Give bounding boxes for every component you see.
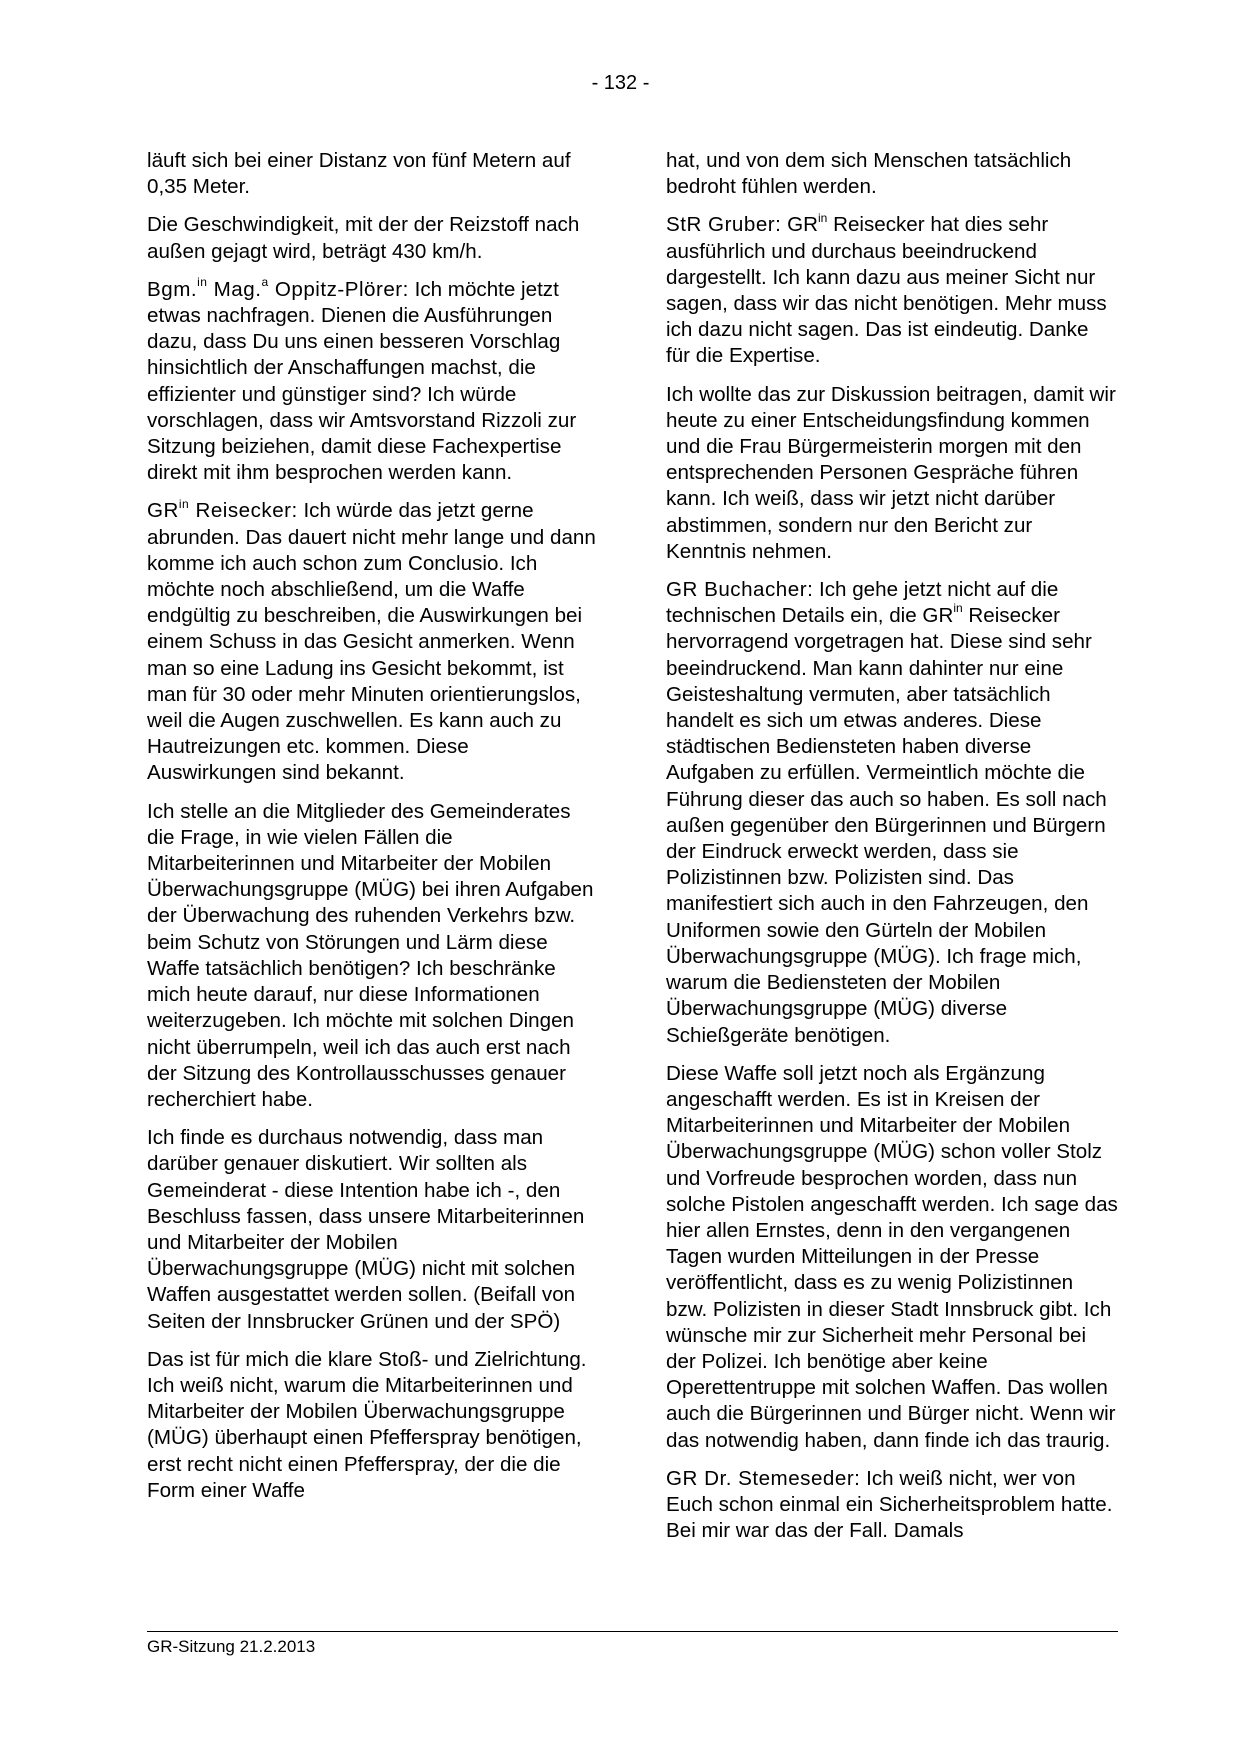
speaker-name: StR Gruber: — [666, 213, 782, 237]
right-column — [666, 148, 1118, 1556]
footer-divider — [147, 1631, 1118, 1632]
speaker-name: GR Dr. Stemeseder: — [666, 1466, 861, 1490]
paragraph — [147, 274, 597, 487]
speaker-name: $GR^{in}$ Reisecker: — [147, 496, 298, 523]
speech-text: Ich weiß nicht, wer von Euch schon einmal ein Sicherheitsproblem hatte. Bei mir war das der Fall. Damals — [666, 1466, 1113, 1543]
paragraph: Ich stelle an die Mitglieder des Gemeinderates die Frage, in wie vielen Fällen die Mitarbeiterinnen und Mitarbeiter der Mobilen Überwachungsgruppe (MÜG) bei ihren Aufgaben der Überwachung des ruhenden Verkehrs bzw. beim Schutz von Störungen und Lärm diese Waffe tatsächlich benötigen? Ich beschränke mich heute darauf, nur diese Informationen weiterzugeben. Ich möchte mit solchen Dingen nicht überrumpeln, weil ich das auch erst nach der Sitzung des Kontrollausschusses genauer recherchiert habe. — [147, 799, 594, 1111]
paragraph: Die Geschwindigkeit, mit der der Reizstoff nach außen gejagt wird, beträgt 430 km/h. — [147, 213, 580, 263]
paragraph: läuft sich bei einer Distanz von fünf Metern auf 0,35 Meter. — [147, 149, 571, 199]
paragraph: Ich finde es durchaus notwendig, dass man darüber genauer diskutiert. Wir sollten als Gemeinderat - diese Intention habe ich -, den Beschluss fassen, dass unsere Mitarbeiterinnen und Mitarbeiter der Mobilen Überwachungsgruppe (MÜG) nicht mit solchen Waffen ausgestattet werden sollen. (Beifall von Seiten der Innsbrucker Grünen und der SPÖ) — [147, 1126, 585, 1333]
paragraph: GR Buchacher: Ich gehe jetzt nicht auf die technischen Details ein, die $GR^{in}$ Reisecker hervorragend vorgetragen hat. Diese sind sehr beeindruckend. Man kann dahinter nur eine Geisteshaltung vermuten, aber tatsächlich handelt es sich um etwas anderes. Diese städtischen Bediensteten haben diverse Aufgaben zu erfüllen. Vermeintlich möchte die Führung dieser das auch so haben. Es soll nach außen gegenüber den Bürgerinnen und Bürgern der Eindruck erweckt werden, dass sie Polizistinnen bzw. Polizisten sind. Das manifestiert sich auch in den Fahrzeugen, den Uniformen sowie den Gürteln der Mobilen Überwachungsgruppe (MÜG). Ich frage mich, warum die Bediensteten der Mobilen Überwachungsgruppe (MÜG) diverse Schießgeräte benötigen. — [666, 578, 1107, 1047]
speech-text: Ich würde das jetzt gerne abrunden. Das dauert nicht mehr lange und dann komme ich auch schon zum Conclusio. Ich möchte noch abschließend, um die Waffe endgültig zu beschreiben, die Auswirkungen bei einem Schuss in das Gesicht anmerken. Wenn man so eine Ladung ins Gesicht bekommt, ist man für 30 oder mehr Minuten orientierungslos, weil die Augen zuschwellen. Es kann auch zu Hautreizungen etc. kommen. Diese Auswirkungen sind bekannt. — [147, 499, 596, 785]
paragraph — [666, 1466, 1118, 1545]
footer-text: GR-Sitzung 21.2.2013 — [147, 1637, 316, 1656]
speech-text: Ich möchte jetzt etwas nachfragen. Dienen die Ausführungen dazu, dass Du uns einen besseren Vorschlag hinsichtlich der Anschaffungen machst, die effizienter und günstiger sind? Ich würde vorschlagen, dass wir Amtsvorstand Rizzoli zur Sitzung beiziehen, damit diese Fachexpertise direkt mit ihm besprochen werden kann. — [147, 277, 577, 485]
paragraph: Diese Waffe soll jetzt noch als Ergänzung angeschafft werden. Es ist in Kreisen der Mitarbeiterinnen und Mitarbeiter der Mobilen Überwachungsgruppe (MÜG) schon voller Stolz und Vorfreude besprochen worden, dass nun solche Pistolen angeschafft werden. Ich sage das hier allen Ernstes, denn in den vergangenen Tagen wurden Mitteilungen in der Presse veröffentlicht, dass es zu wenig Polizistinnen bzw. Polizisten in dieser Stadt Innsbruck gibt. Ich wünsche mir zur Sicherheit mehr Personal bei der Polizei. Ich benötige aber keine Operettentruppe mit solchen Waffen. Das wollen auch die Bürgerinnen und Bürger nicht. Wenn wir das notwendig haben, dann finde ich das traurig. — [666, 1061, 1118, 1452]
paragraph: hat, und von dem sich Menschen tatsächlich bedroht fühlen werden. — [666, 149, 1072, 199]
left-column — [147, 148, 597, 1516]
paragraph: Ich wollte das zur Diskussion beitragen, damit wir heute zu einer Entscheidungsfindung kommen und die Frau Bürgermeisterin morgen mit den entsprechenden Personen Gespräche führen kann. Ich weiß, dass wir jetzt nicht darüber abstimmen, sondern nur den Bericht zur Kenntnis nehmen. — [666, 382, 1116, 563]
speaker-name: Bgm.$^{in}$ Mag.$^a$ Oppitz-Plörer: — [147, 274, 409, 301]
paragraph: Das ist für mich die klare Stoß- und Zielrichtung. Ich weiß nicht, warum die Mitarbeiterinnen und Mitarbeiter der Mobilen Überwachungsgruppe (MÜG) überhaupt einen Pfefferspray benötigen, erst recht nicht einen Pfefferspray, der die die Form einer Waffe — [147, 1347, 587, 1502]
speaker-name: GR Buchacher: — [666, 578, 814, 602]
paragraph: StR Gruber: $GR^{in}$ Reisecker hat dies sehr ausführlich und durchaus beeindruckend dargestellt. Ich kann dazu aus meiner Sicht nur sagen, dass wir das nicht benötigen. Mehr muss ich dazu nicht sagen. Das ist eindeutig. Danke für die Expertise. — [666, 210, 1107, 368]
paragraph — [147, 498, 597, 786]
page-number: - 132 - — [591, 72, 650, 94]
